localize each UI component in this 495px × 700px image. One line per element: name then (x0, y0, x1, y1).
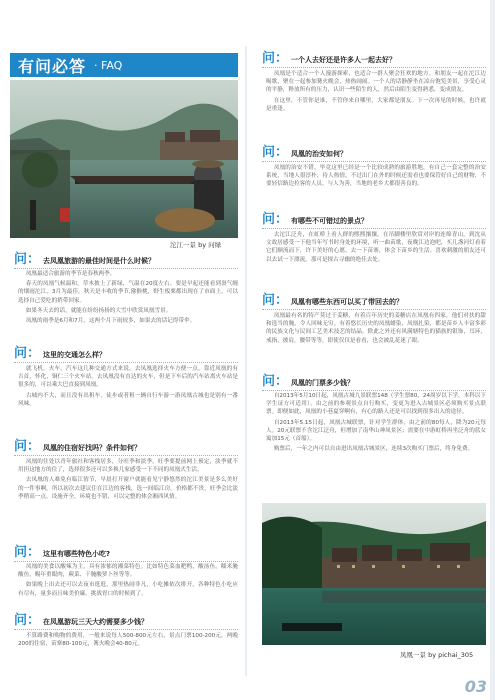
header-subtitle: · FAQ (94, 58, 123, 72)
question-solo-or-group: 问： 一个人去好还是许多人一起去好？ (262, 52, 486, 65)
answer-snacks: 凤凰的美食以酸辣为主，具有浓郁的湘菜特色。比如特色菜血粑鸭，酸汤鱼，糯米腌酸鱼，赐年重眼肉，蕨菜、干腌酸萝卜丝等等。 如果晚上出去还可以去夜市逛逛，那里热闹非凡，小吃摊依次排开，各种特色小吃应有尽有，量多而且味美价廉。挑战胃口的时候到了。 (18, 564, 238, 597)
question-title: 去凤凰旅游的最佳时间是什么时候？ (43, 257, 156, 265)
answer-solo-or-group: 凤凰是个适合一个人漫游探索，也适合一群人聚会狂欢的地方。和朋友一起在沱江边喝歌，聚在一起参加篝火晚会，热热闹闹。一个人的话静静坐在凉台饱览美景，享受心灵的平静，释放所有的压力，认识一些陌生的人，然后由陌生变得熟悉，变成朋友。 在这里，不管你是谁，不管你来自哪里，大家都是朋友。下一次再见的时候，也许就是重逢。 (266, 71, 486, 112)
question-lodging: 问： 凤凰的住宿好找吗？条件如何？ (14, 440, 238, 453)
answer-lodging: 凤凰的住处以青年旅社和客栈居多，分旺季和淡季。旺季要提前网上预定，淡季就不用担这地方的住了，选择很多还可以多换几家感受一下不同的凤凰式生活。 去凤凰的人难免有临江情节，早晨打开窗户就能看见宁静悠然的沱江美景是多么美好的一件事啊。所以初次去建议住在江边的客栈，选一间临江房。价格都不贵，旺季会比淡季稍高一点。设施齐全，环境也不错，可以完整的体会湘西风情。 (18, 459, 238, 500)
question-cost: 问： 在凤凰游玩三天大约需要多少钱？ (14, 614, 238, 627)
answer-souvenirs: 凤凰最有名的特产莫过于姜糖，有着百年历史的姜糖店在凤凰有四家，他们对扶的甜和选当的腌，令人回味无穷。有着悠长历史的凤凰蜡染，凤凰扎染，都是苗乡人丰富多彩的民族文化与民间工艺美术技艺的结晶。除此之外还有风满塘特色的猫族的银饰，耳环，戒指，披肩，腰带等等，即使仅仅是看看，也会被乱花迷了眼。 (266, 313, 486, 344)
photo-top-caption: 沱江一景 by 问绿 (170, 241, 222, 249)
answer-sights: 去沱江泛舟，在虹桥上看人群的熙熙攘攘，在吊脚楼里欣赏对岸的连绵青山，到沈从文故居感受一下他当年写书时身处的环境，听一曲苗歌，夜晚江边泡吧，买几盏河灯看着它们顺流而下，许下美好的心愿。去一下苗寨，体会下苗乡的生活。喜欢刺激的朋友还可以去试一下漂流，那可是探古寻幽的绝佳去处。 (266, 232, 486, 263)
question-tickets: 问： 凤凰的门票多少钱？ (262, 375, 486, 388)
answer-cost: 不算路费和购物的费用，一般来说每人500-800元左右，景点门票100-200元，两晚200的住宿，苗寨80-100元，篝火晚会40-80元。 (18, 633, 238, 648)
column-divider (245, 46, 247, 676)
photo-tuojiang (10, 80, 238, 238)
page-edge-bar (490, 0, 495, 700)
question-snacks: 问： 这里有哪些特色小吃? (14, 546, 238, 559)
section-header (10, 53, 238, 77)
question-best-time (14, 253, 238, 266)
answer-tickets: 自2013年5月10日起，凤凰古城九景联票148（学生票80，24周岁以下学，本科以下学生证方可适用），由之前的参观景点自行购买，变更为进入古城景区必须购买景点联票。即便如此，凤凰的小巷夏穿啊有，有心的路人还是可以找到很多出入的途径。 自2013年5.15日起，凤凰古城联票，针对学生群体，由之前的80每人，降为20元每人。20元联票不含沱江泛舟，但增加了南华山神凤景区；需要在中游虹桥再坐泛舟的蓝女寓加15元（首船）。 购票后，一年之内可以自由进出凤凰古城景区，连续3次购买门票后，终身免费。 (266, 393, 486, 453)
answer-safety: 凤凰的治安不错，毕竟这里已经是一个比较成熟的旅游胜地，有自己一套完整的治安系统，当地人很淳朴，待人热情。不过出门在外的时候还需看也要保管好自己的财物，不要轻信路边拉客的人员。与人为善，当地的老乡大都很善良的。 (266, 165, 486, 188)
photo-bottom-caption: 凤凰一景 by pichai_305 (400, 651, 474, 659)
photo-fenghuang (262, 503, 486, 645)
question-mark: 问： (14, 252, 41, 267)
answer-transport: 就飞机，火车，汽车这几种交通方式来说，去凤凰选择火车方便一点。靠近凤凰的有吉首，怀化，铜仁三个火车站。去凤凰没有直达的火车，但是下车后的汽车站离火车站是很多的，可以乘大巴直接到凤凰。 古城内不大，而且没有出租车，徒步或者租一辆自行车游一游凤凰古城也是别有一番风味。 (18, 366, 238, 407)
page-number: 03 (464, 677, 487, 696)
question-safety: 问： 凤凰的治安如何？ (262, 146, 486, 159)
answer-best-time: 凤凰最适合旅游的季节是春秋两季。 春天的凤凰气候温和，草木披上了新绿，气温在20度左右。要是早起还能看到袅气缠的烟雨沱江，3月为最佳。秋天是丰收的季节,猕猴桃，野生板栗都出现在了市面上，可以选择自己爱吃的捎带回家。 如果冬天去的话，就能在纷纷扬扬的大雪中欣赏凤凰雪景。 凤凰的雨季是6月和7月，这两个月下雨较多，如果去的话记得带伞。 (18, 271, 238, 325)
question-sights: 问： 有哪些不可错过的景点？ (262, 213, 486, 226)
header-title: 有问必答 (18, 56, 87, 76)
question-souvenirs: 问： 凤凰有哪些东西可以买了带回去的？ (262, 294, 486, 307)
question-transport: 问： 这里的交通怎么样？ (14, 347, 238, 360)
